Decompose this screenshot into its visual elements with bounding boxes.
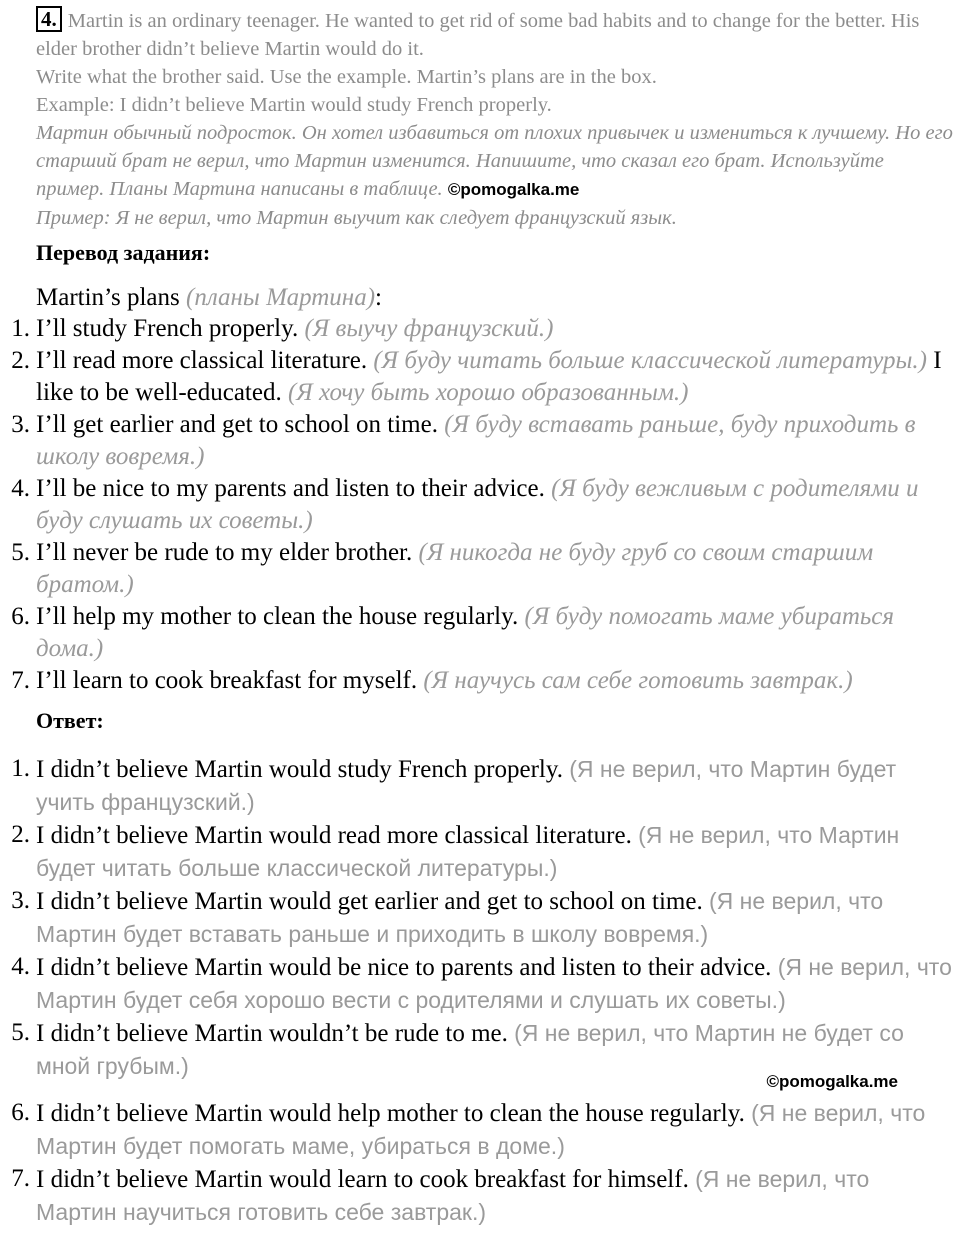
- item-text-en: I’ll never be rude to my elder brother.: [36, 539, 413, 566]
- list-item: [0, 665, 956, 697]
- item-text-ru: (Я не верил, что Мартин будет учить французский.): [36, 756, 897, 815]
- answers-list: [0, 753, 960, 1229]
- list-item: [0, 345, 956, 409]
- item-number: 2.: [11, 347, 30, 374]
- item-text-en: I’ll be nice to my parents and listen to their advice.: [36, 475, 545, 502]
- item-text-ru: (Я буду читать больше классической литературы.): [373, 347, 927, 374]
- translation-heading: Перевод задания:: [36, 240, 211, 265]
- item-number: 1.: [11, 315, 30, 342]
- item-text-en: I’ll help my mother to clean the house regularly.: [36, 603, 519, 630]
- item-text-ru: (Я не верил, что Мартин будет себя хорошо вести с родителями и слушать их советы.): [36, 954, 952, 1013]
- item-number: 7.: [11, 1165, 30, 1192]
- item-number: 4.: [11, 953, 30, 980]
- item-text-en: I didn’t believe Martin would get earlier and get to school on time.: [36, 888, 703, 915]
- item-text-en: I like to be well-educated.: [36, 347, 942, 406]
- item-text-en: I didn’t believe Martin would be nice to parents and listen to their advice.: [36, 954, 772, 981]
- list-item: [0, 1097, 956, 1163]
- item-text-en: I’ll get earlier and get to school on time.: [36, 411, 438, 438]
- item-text-ru: (Я не верил, что Мартин будет читать больше классической литературы.): [36, 822, 900, 881]
- item-number: 1.: [11, 755, 30, 782]
- item-number: 5.: [11, 539, 30, 566]
- item-number: 3.: [11, 887, 30, 914]
- list-item: [0, 1163, 956, 1229]
- task-number: 4.: [36, 6, 62, 32]
- item-number: 5.: [11, 1019, 30, 1046]
- task-block: [36, 6, 956, 232]
- item-text-ru: (Я буду вежливым с родителями и буду слушать их советы.): [36, 475, 919, 534]
- list-item: [0, 601, 956, 665]
- item-text-ru: (Я не верил, что Мартин будет вставать раньше и приходить в школу вовремя.): [36, 888, 884, 947]
- item-number: 4.: [11, 475, 30, 502]
- list-item: [0, 885, 956, 951]
- watermark: ©pomogalka.me: [447, 180, 580, 199]
- item-text-ru: (Я хочу быть хорошо образованным.): [287, 379, 689, 406]
- task-intro: Martin is an ordinary teenager. He wanted to get rid of some bad habits and to change for the better. His elder brother didn’t believe Martin would do it.: [36, 10, 920, 60]
- item-text-en: I’ll read more classical literature.: [36, 347, 368, 374]
- item-text-ru: (Я не верил, что Мартин не будет со мной грубым.): [36, 1020, 904, 1079]
- item-number: 7.: [11, 667, 30, 694]
- task-ru-intro: Мартин обычный подросток. Он хотел избавиться от плохих привычек и измениться к лучшему. Но его старший брат не верил, что Мартин изменится. Напишите, что сказал его брат. Используйте пример. Планы Мартина написаны в таблице.: [36, 122, 953, 200]
- item-text-en: I’ll study French properly.: [36, 315, 299, 342]
- task-instruction: Write what the brother said. Use the example. Martin’s plans are in the box.: [36, 66, 657, 88]
- list-item: [0, 753, 956, 819]
- plans-title-ru: (планы Мартина): [186, 284, 376, 311]
- plans-title-colon: :: [375, 284, 382, 311]
- item-text-en: I didn’t believe Martin would learn to cook breakfast for himself.: [36, 1166, 689, 1193]
- item-text-ru: (Я не верил, что Мартин будет помогать маме, убираться в доме.): [36, 1100, 926, 1159]
- plans-title: [36, 283, 382, 313]
- list-item: [0, 409, 956, 473]
- item-text-en: I didn’t believe Martin would read more classical literature.: [36, 822, 632, 849]
- list-item: [0, 313, 956, 345]
- item-text-ru: (Я буду вставать раньше, буду приходить в школу вовремя.): [36, 411, 916, 470]
- item-text-en: I didn’t believe Martin wouldn’t be rude to me.: [36, 1020, 508, 1047]
- item-text-en: I didn’t believe Martin would help mother to clean the house regularly.: [36, 1100, 745, 1127]
- task-example: Example: I didn’t believe Martin would study French properly.: [36, 94, 552, 116]
- item-number: 6.: [11, 1099, 30, 1126]
- item-text-ru: (Я буду помогать маме убираться дома.): [36, 603, 894, 662]
- list-item: [0, 537, 956, 601]
- item-text-ru: (Я выучу французский.): [304, 315, 554, 342]
- plans-list: [0, 313, 960, 697]
- item-text-ru: (Я не верил, что Мартин научиться готовить себе завтрак.): [36, 1166, 870, 1225]
- item-text-en: I’ll learn to cook breakfast for myself.: [36, 667, 418, 694]
- list-item: [0, 473, 956, 537]
- item-text-en: I didn’t believe Martin would study French properly.: [36, 756, 563, 783]
- item-text-ru: (Я научусь сам себе готовить завтрак.): [423, 667, 853, 694]
- item-number: 3.: [11, 411, 30, 438]
- item-number: 2.: [11, 821, 30, 848]
- item-number: 6.: [11, 603, 30, 630]
- answer-heading: Ответ:: [36, 708, 104, 733]
- list-item: [0, 819, 956, 885]
- item-text-ru: (Я никогда не буду груб со своим старшим братом.): [36, 539, 874, 598]
- list-item: [0, 951, 956, 1017]
- task-ru-example: Пример: Я не верил, что Мартин выучит как следует французский язык.: [36, 207, 677, 229]
- watermark-bottom: ©pomogalka.me: [766, 1072, 898, 1091]
- plans-title-en: Martin’s plans: [36, 284, 180, 311]
